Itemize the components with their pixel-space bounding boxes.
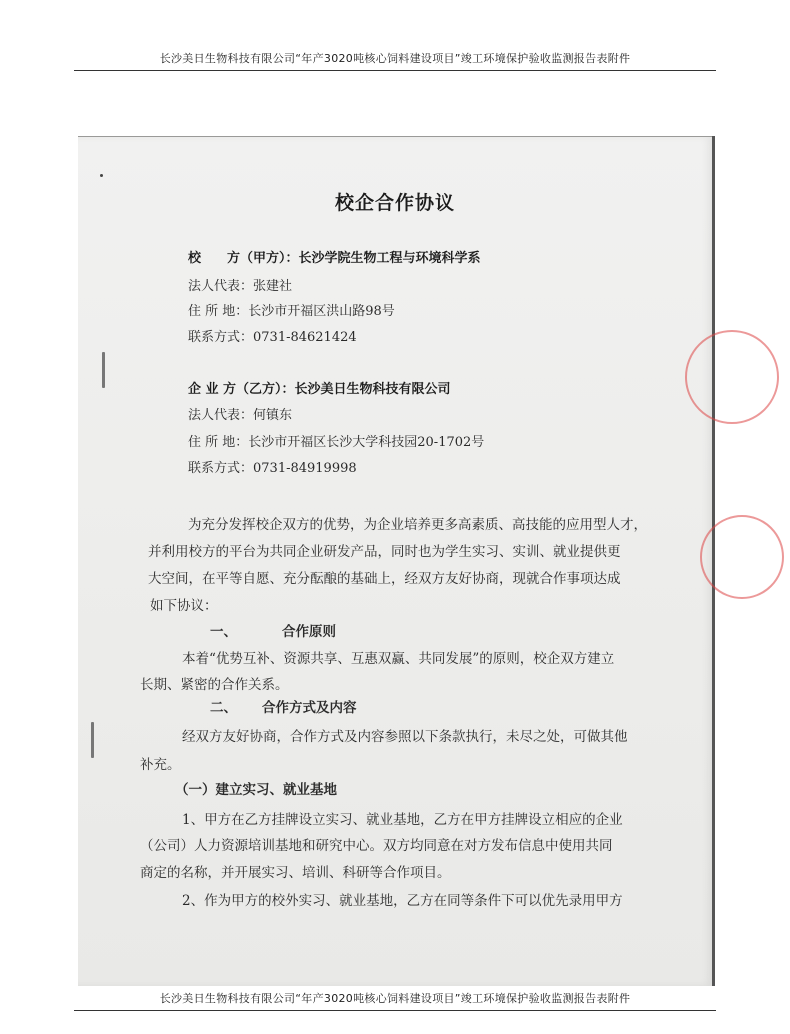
section-2-number: 二、 (210, 700, 237, 716)
document-title: 校企合作协议 (334, 192, 455, 214)
party-a-legal-rep: 法人代表：张建社 (188, 279, 293, 294)
item-1-line: 商定的名称，并开展实习、培训、科研等合作项目。 (140, 865, 451, 881)
party-b-contact: 联系方式：0731-84919998 (188, 461, 357, 476)
party-b-address: 住 所 地：长沙市开福区长沙大学科技园20-1702号 (188, 435, 485, 450)
intro-line: 并利用校方的平台为共同企业研发产品，同时也为学生实习、实训、就业提供更 (148, 544, 621, 560)
item-1-line: 1、甲方在乙方挂牌设立实习、就业基地，乙方在甲方挂牌设立相应的企业 (182, 812, 623, 828)
intro-line: 如下协议： (150, 598, 218, 614)
page-footer: 长沙美日生物科技有限公司“年产3020吨核心饲料建设项目”竣工环境保护验收监测报告表附件 (74, 990, 716, 1011)
section-1-body-line: 长期、紧密的合作关系。 (140, 677, 289, 693)
seal-stamp-lower (700, 515, 784, 599)
section-1-body-line: 本着“优势互补、资源共享、互惠双赢、共同发展”的原则，校企双方建立 (182, 651, 615, 667)
page-header: 长沙美日生物科技有限公司“年产3020吨核心饲料建设项目”竣工环境保护验收监测报告表附件 (74, 50, 716, 71)
section-2-heading: 合作方式及内容 (262, 700, 357, 716)
subsection-1-heading: （一）建立实习、就业基地 (175, 782, 337, 798)
section-2-body-line: 补充。 (140, 757, 181, 773)
party-a-name: 校 方（甲方）：长沙学院生物工程与环境科学系 (188, 251, 481, 266)
party-a-address: 住 所 地：长沙市开福区洪山路98号 (188, 304, 395, 319)
section-2-body-line: 经双方友好协商，合作方式及内容参照以下条款执行，未尽之处，可做其他 (182, 729, 628, 745)
seal-stamp-upper (685, 330, 779, 424)
section-1-heading: 合作原则 (282, 624, 336, 640)
sheet-top-edge (78, 136, 714, 137)
item-1-line: （公司）人力资源培训基地和研究中心。双方均同意在对方发布信息中使用共同 (140, 838, 613, 854)
party-b-name: 企 业 方（乙方）：长沙美日生物科技有限公司 (188, 382, 451, 397)
section-1-number: 一、 (210, 624, 237, 640)
intro-line: 为充分发挥校企双方的优势，为企业培养更多高素质、高技能的应用型人才， (188, 517, 647, 533)
item-2-line: 2、作为甲方的校外实习、就业基地，乙方在同等条件下可以优先录用甲方 (182, 893, 623, 909)
binding-mark-upper (102, 352, 105, 388)
party-a-contact: 联系方式：0731-84621424 (188, 330, 357, 345)
intro-line: 大空间，在平等自愿、充分酝酿的基础上，经双方友好协商，现就合作事项达成 (148, 571, 621, 587)
party-b-legal-rep: 法人代表：何镇东 (188, 408, 293, 423)
sheet-speck (100, 174, 103, 177)
binding-mark-lower (91, 722, 94, 758)
